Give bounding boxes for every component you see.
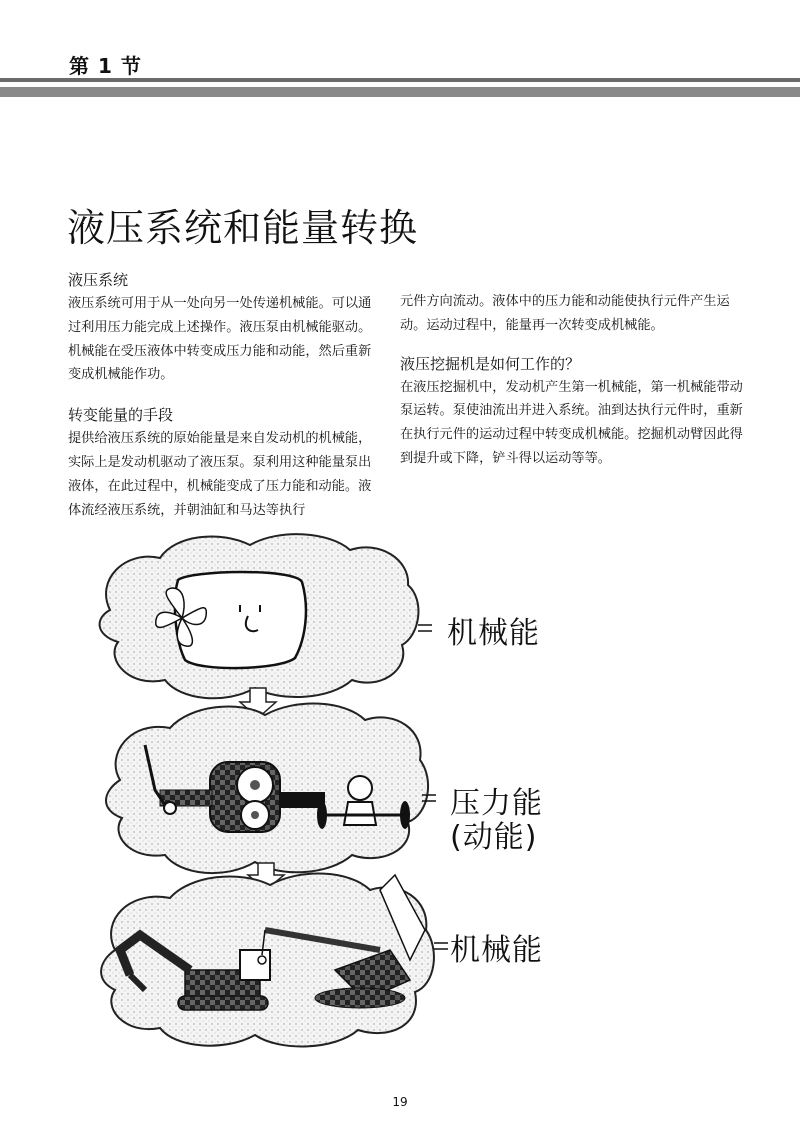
label-mechanical-energy-1: 机械能 [447, 616, 540, 651]
left-column [68, 268, 380, 522]
section-heading-energy-conversion: 转变能量的手段 [68, 406, 174, 425]
label-kinetic-energy: (动能) [450, 820, 538, 855]
paragraph-hydraulic-system: 液压系统可用于从一处向另一处传递机械能。可以通过利用压力能完成上述操作。液压泵由机械能驱动。机械能在受压液体中转变成压力能和动能，然后重新变成机械能作功。 [68, 296, 372, 383]
cloud-pump [106, 704, 428, 874]
weightlifter-icon [348, 776, 372, 800]
section-heading-excavator: 液压挖掘机是如何工作的？ [400, 354, 581, 373]
section-heading-hydraulic-system: 液压系统 [68, 271, 129, 289]
label-pressure-energy: 压力能 [450, 786, 543, 821]
energy-conversion-figure [90, 530, 570, 1070]
header-rule-thin [0, 78, 800, 82]
cloud-excavator [101, 874, 434, 1047]
page-title: 液压系统和能量转换 [67, 206, 419, 251]
paragraph-energy-conversion-continued: 元件方向流动。液体中的压力能和动能使执行元件产生运动。运动过程中，能量再一次转变成机械能。 [400, 294, 730, 333]
cloud-engine [100, 534, 419, 698]
paragraph-excavator: 在液压挖掘机中，发动机产生第一机械能，第一机械能带动泵运转。泵使油流出并进入系统。油到达执行元件时，重新在执行元件的运动过程中转变成机械能。挖掘机动臂因此得到提升或下降，铲斗得以运动等等。 [400, 379, 743, 466]
right-column [400, 290, 750, 471]
paragraph-energy-conversion: 提供给液压系统的原始能量是来自发动机的机械能，实际上是发动机驱动了液压泵。泵利用这种能量泵出液体，在此过程中，机械能变成了压力能和动能。液体流经液压系统，并朝油缸和马达等执行 [68, 431, 372, 518]
header-rule-thick [0, 87, 800, 97]
label-mechanical-energy-2: 机械能 [450, 933, 543, 968]
section-label: 第 1 节 [69, 54, 142, 78]
page-number: 19 [392, 1095, 408, 1109]
